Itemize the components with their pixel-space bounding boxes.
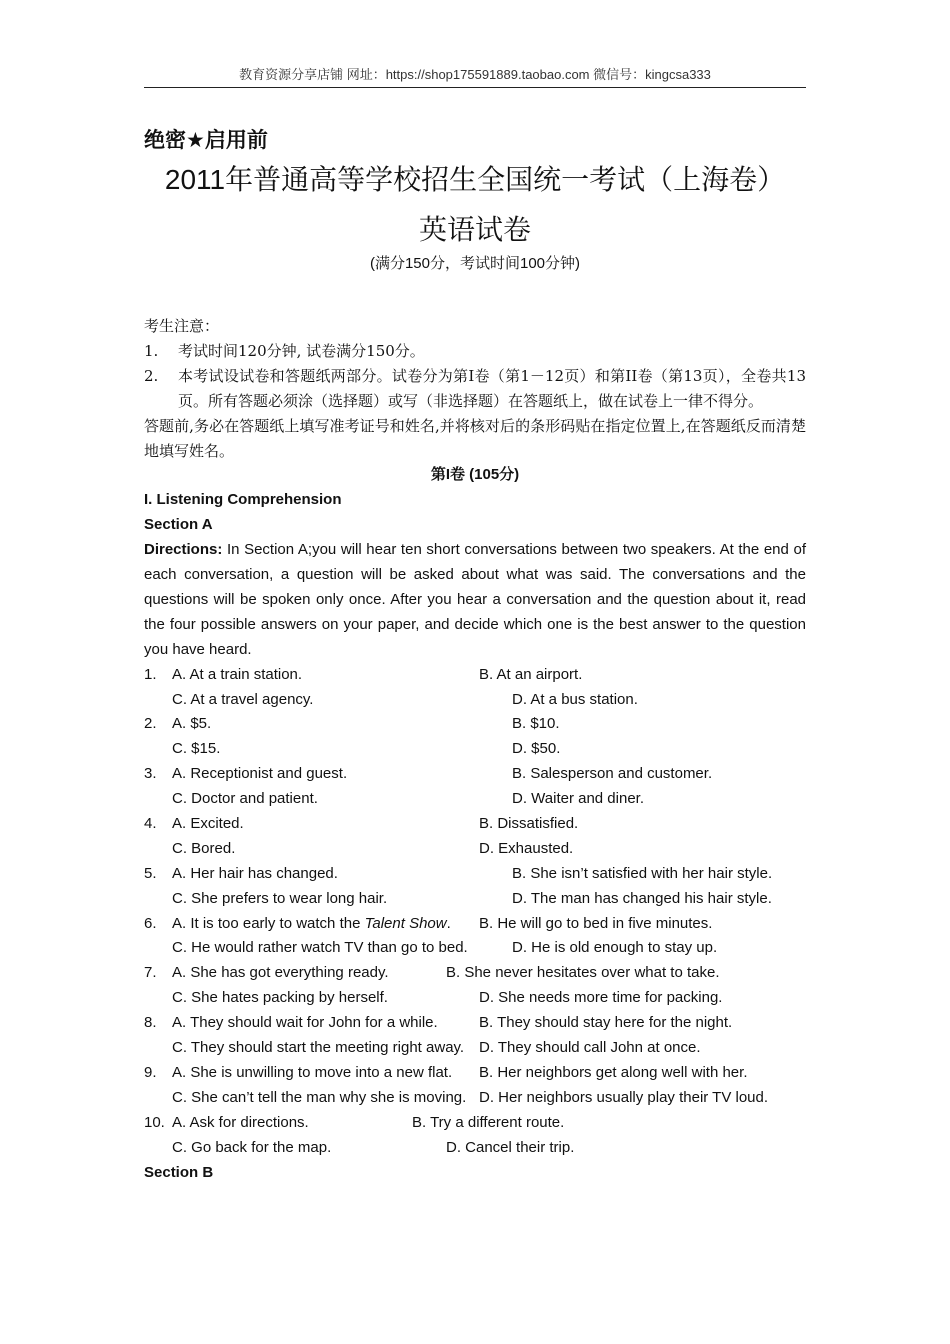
page-header: 教育资源分享店铺 网址：https://shop175591889.taobao.com 微信号：kingcsa333 [144, 64, 806, 88]
notice-item [144, 339, 806, 364]
section-a-heading: Section A [144, 516, 213, 534]
notice-item-number: 1. [144, 341, 159, 360]
option-d: D. Her neighbors usually play their TV loud. [479, 1088, 769, 1106]
question-row [144, 712, 806, 737]
option-a: A. Her hair has changed. [172, 864, 338, 882]
question-row [144, 663, 806, 688]
question-number: 4. [144, 815, 157, 833]
document-body [144, 314, 806, 1185]
question-row [144, 1111, 806, 1136]
option-a: A. Receptionist and guest. [172, 765, 348, 783]
notice-heading: 考生注意： [144, 317, 220, 335]
question-number: 8. [144, 1014, 157, 1032]
confidential-label: 绝密★启用前 [144, 129, 268, 152]
question-row [144, 787, 806, 812]
question-number: 1. [144, 665, 157, 683]
question-row [144, 812, 806, 837]
option-c: C. He would rather watch TV than go to bed. [172, 939, 468, 957]
option-d: D. Cancel their trip. [446, 1138, 575, 1156]
question-row [144, 1136, 806, 1161]
notice-item-text: 本考试设试卷和答题纸两部分。试卷分为第I卷（第1－12页）和第II卷（第13页），全卷共13页。所有答题必须涂（选择题）或写（非选择题）在答题纸上，做在试卷上一律不得分。 [178, 366, 806, 410]
question-number: 6. [144, 914, 157, 932]
question-row [144, 1086, 806, 1111]
option-a: A. She is unwilling to move into a new flat. [172, 1063, 453, 1081]
option-c: C. Go back for the map. [172, 1138, 332, 1156]
question-row [144, 762, 806, 787]
option-c: C. They should start the meeting right away. [172, 1039, 465, 1057]
notice-item-number: 2. [144, 366, 159, 385]
question-number: 9. [144, 1063, 157, 1081]
option-b: B. Dissatisfied. [479, 815, 579, 833]
question-row [144, 862, 806, 887]
question-row [144, 1061, 806, 1086]
option-b: B. She isn’t satisfied with her hair style. [512, 864, 773, 882]
option-c: C. She can’t tell the man why she is moving. [172, 1088, 467, 1106]
option-a: A. It is too early to watch the Talent Show. [172, 914, 451, 932]
option-d: D. He is old enough to stay up. [512, 939, 718, 957]
option-c: C. Doctor and patient. [172, 790, 318, 808]
section-heading: I. Listening Comprehension [144, 491, 342, 509]
question-row [144, 986, 806, 1011]
option-c: C. $15. [172, 740, 221, 758]
question-row [144, 1036, 806, 1061]
option-b: B. Salesperson and customer. [512, 765, 713, 783]
notice-paragraph: 答题前,务必在答题纸上填写准考证号和姓名,并将核对后的条形码贴在指定位置上,在答题纸反而清楚地填写姓名。 [144, 416, 806, 460]
option-b: B. At an airport. [479, 665, 583, 683]
option-b: B. He will go to bed in five minutes. [479, 914, 713, 932]
option-a: A. Ask for directions. [172, 1113, 309, 1131]
option-b: B. Try a different route. [412, 1113, 565, 1131]
option-c: C. Bored. [172, 839, 236, 857]
show-title: Talent Show [364, 914, 447, 932]
option-d: D. She needs more time for packing. [479, 989, 723, 1007]
option-d: D. The man has changed his hair style. [512, 889, 772, 907]
question-row [144, 912, 806, 937]
section-b-heading: Section B [144, 1163, 214, 1181]
option-a: A. She has got everything ready. [172, 964, 389, 982]
exam-title: 2011年普通高等学校招生全国统一考试（上海卷） [164, 164, 786, 195]
question-row [144, 887, 806, 912]
question-number: 5. [144, 864, 157, 882]
question-row [144, 961, 806, 986]
option-a: A. Excited. [172, 815, 244, 833]
option-b: B. Her neighbors get along well with her. [479, 1063, 748, 1081]
option-d: D. They should call John at once. [479, 1039, 701, 1057]
directions-label: Directions: [144, 541, 223, 559]
question-number: 2. [144, 715, 157, 733]
option-a: A. At a train station. [172, 665, 303, 683]
option-d: D. Exhausted. [479, 839, 574, 857]
question-row [144, 936, 806, 961]
directions-text: In Section A;you will hear ten short conversations between two speakers. At the end of each conversation, a question will be asked about what was said. The conversations and the questions will be spoken only once. After you hear a conversation and the question about it, read the four possible answers on your paper, and decide which one is the best answer to the question you have heard. [144, 541, 806, 658]
question-row [144, 837, 806, 862]
part-title: 第I卷 (105分) [430, 466, 520, 484]
question-row [144, 1011, 806, 1036]
question-row [144, 737, 806, 762]
option-b: B. She never hesitates over what to take. [446, 964, 720, 982]
option-b: B. $10. [512, 715, 560, 733]
notice-item [144, 364, 806, 414]
option-c: C. At a travel agency. [172, 690, 314, 708]
option-d: D. $50. [512, 740, 561, 758]
option-c: C. She hates packing by herself. [172, 989, 388, 1007]
option-b: B. They should stay here for the night. [479, 1014, 733, 1032]
question-number: 7. [144, 964, 157, 982]
notice-item-text: 考试时间120分钟, 试卷满分150分。 [178, 341, 425, 360]
option-c: C. She prefers to wear long hair. [172, 889, 388, 907]
question-number: 10. [144, 1113, 165, 1131]
question-number: 3. [144, 765, 157, 783]
option-a: A. They should wait for John for a while. [172, 1014, 438, 1032]
question-row [144, 688, 806, 713]
option-a: A. $5. [172, 715, 212, 733]
option-d: D. Waiter and diner. [512, 790, 645, 808]
directions-paragraph [144, 538, 806, 663]
exam-subject-title: 英语试卷 [418, 214, 531, 245]
option-d: D. At a bus station. [512, 690, 638, 708]
exam-duration-note: (满分150分，考试时间100分钟) [369, 255, 581, 272]
